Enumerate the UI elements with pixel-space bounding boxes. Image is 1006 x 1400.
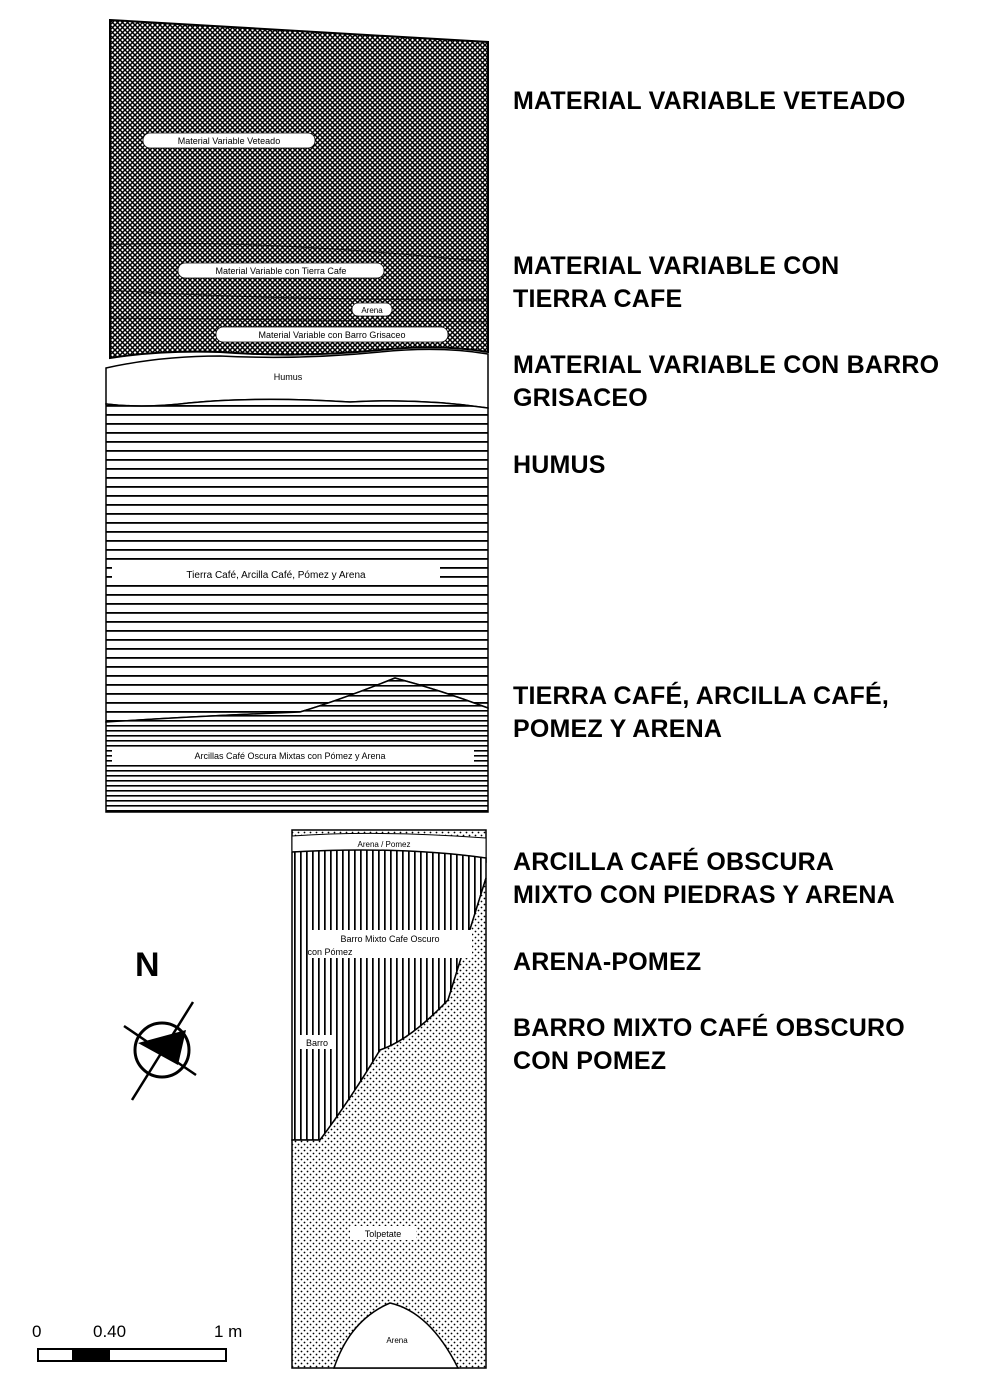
legend-item-tierra-arcilla: TIERRA CAFÉ, ARCILLA CAFÉ, POMEZ Y ARENA — [513, 682, 890, 743]
svg-text:Barro: Barro — [305, 1038, 329, 1048]
scale-label-end: 1 m — [214, 1322, 243, 1341]
north-arrow-icon — [124, 1002, 196, 1100]
label-barro-grisaceo — [216, 327, 448, 342]
label-arcillas — [112, 748, 474, 762]
legend-item-arena-pomez: ARENA-POMEZ — [513, 948, 702, 976]
svg-text:Barro Mixto Cafe Oscuro: Barro Mixto Cafe Oscuro — [340, 934, 440, 944]
legend-item-barro-mixto: BARRO MIXTO CAFÉ OBSCURO CON POMEZ — [513, 1014, 905, 1075]
svg-text:Tolpetate: Tolpetate — [364, 1229, 402, 1239]
label-arena-bottom — [386, 1336, 408, 1345]
svg-text:Material Variable con Tierra C: Material Variable con Tierra Cafe — [215, 266, 347, 276]
scale-label-mid: 0.40 — [93, 1322, 127, 1341]
legend-item-barro-grisaceo: MATERIAL VARIABLE CON BARRO GRISACEO — [513, 351, 940, 412]
label-veteado-text: Material Variable Veteado — [177, 136, 281, 146]
label-arena-pomez-fig — [334, 837, 434, 849]
svg-text:Humus: Humus — [273, 372, 303, 382]
label-humus — [274, 372, 303, 382]
label-veteado — [143, 133, 315, 148]
label-barro — [298, 1035, 336, 1049]
svg-text:Material Variable con Barro Gr: Material Variable con Barro Grisaceo — [258, 330, 406, 340]
svg-text:Arena: Arena — [361, 306, 383, 315]
label-tierra-arcilla — [112, 566, 440, 581]
legend-item-tierra-cafe: MATERIAL VARIABLE CON TIERRA CAFE — [513, 252, 840, 313]
scale-label-start: 0 — [32, 1322, 42, 1341]
label-tierra-cafe — [178, 263, 384, 278]
layer-material-variable — [110, 20, 488, 358]
legend-item-veteado: MATERIAL VARIABLE VETEADO — [513, 87, 906, 115]
label-tolpetate — [350, 1226, 416, 1240]
scale-bar — [38, 1349, 226, 1361]
svg-text:Arena / Pomez: Arena / Pomez — [357, 840, 411, 849]
svg-text:Arena: Arena — [386, 1336, 408, 1345]
svg-text:Arcillas Café Oscura Mixtas co: Arcillas Café Oscura Mixtas con Pómez y Arena — [194, 751, 386, 761]
layer-tierra-cafe — [106, 399, 488, 722]
svg-text:Tierra Café, Arcilla Café, Póm: Tierra Café, Arcilla Café, Pómez y Arena — [186, 570, 366, 581]
legend-item-humus: HUMUS — [513, 451, 606, 479]
label-arena-top — [352, 303, 392, 316]
label-barro-mixto — [307, 930, 472, 958]
north-label: N — [135, 946, 160, 984]
legend-item-arcilla-obscura: ARCILLA CAFÉ OBSCURA MIXTO CON PIEDRAS Y ARENA — [513, 848, 895, 909]
svg-text:con Pómez: con Pómez — [307, 947, 353, 957]
